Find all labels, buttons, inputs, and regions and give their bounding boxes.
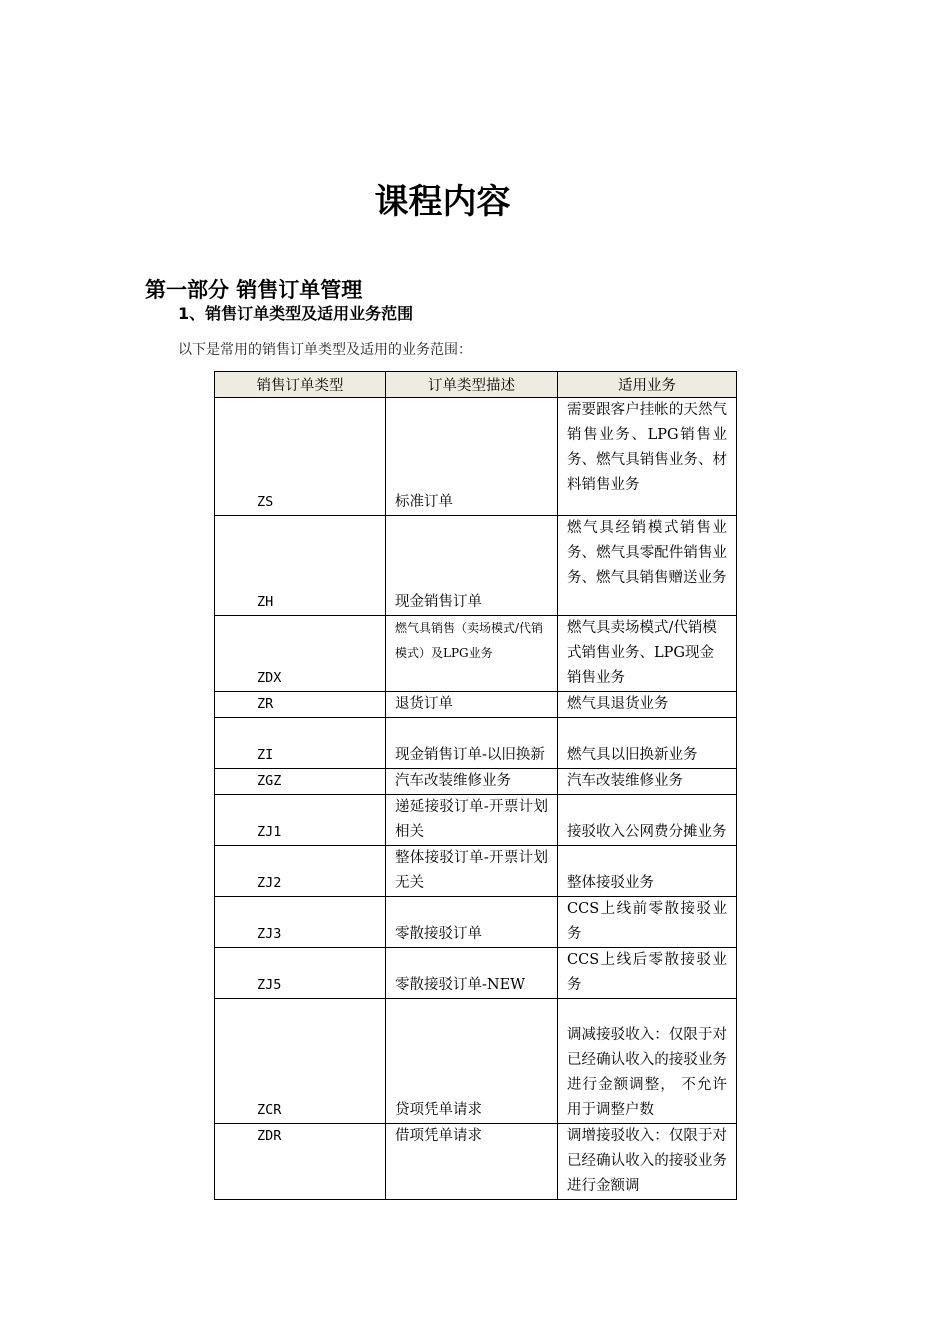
order-business: 调减接驳收入：仅限于对已经确认收入的接驳业务进行金额调整， 不允许用于调整户数 [558,999,737,1124]
table-header-row [215,372,737,398]
order-code: ZJ2 [215,846,386,897]
order-code: ZGZ [215,769,386,795]
order-description: 借项凭单请求 [386,1124,558,1200]
table-row [215,616,737,692]
order-code: ZI [215,718,386,769]
order-business: 汽车改装维修业务 [558,769,737,795]
order-business: 需要跟客户挂帐的天然气销售业务、LPG销售业务、燃气具销售业务、材料销售业务 [558,398,737,516]
table-row [215,398,737,516]
order-code: ZJ1 [215,795,386,846]
order-description: 燃气具销售（卖场模式/代销模式）及LPG业务 [386,616,558,692]
order-description: 现金销售订单-以旧换新 [386,718,558,769]
table-row [215,516,737,616]
table-row [215,692,737,718]
table-row [215,897,737,948]
order-description: 递延接驳订单-开票计划相关 [386,795,558,846]
order-description: 标准订单 [386,398,558,516]
page-title: 课程内容 [374,182,511,222]
order-code: ZS [215,398,386,516]
table-row [215,846,737,897]
header-business: 适用业务 [558,372,737,398]
header-description: 订单类型描述 [386,372,558,398]
table-row [215,948,737,999]
table-row [215,999,737,1124]
order-description: 汽车改装维修业务 [386,769,558,795]
order-code: ZDX [215,616,386,692]
order-description: 现金销售订单 [386,516,558,616]
order-business: 整体接驳业务 [558,846,737,897]
order-business: 燃气具卖场模式/代销模式销售业务、LPG现金销售业务 [558,616,737,692]
order-code: ZDR [215,1124,386,1200]
order-types-table [214,371,737,1200]
order-description: 贷项凭单请求 [386,999,558,1124]
order-code: ZR [215,692,386,718]
intro-text: 以下是常用的销售订单类型及适用的业务范围： [178,342,472,358]
table-row [215,1124,737,1200]
order-business: 调增接驳收入：仅限于对已经确认收入的接驳业务进行金额调 [558,1124,737,1200]
section-heading: 第一部分 销售订单管理 [145,278,363,302]
order-business: 燃气具经销模式销售业务、燃气具零配件销售业务、燃气具销售赠送业务 [558,516,737,616]
order-description: 退货订单 [386,692,558,718]
order-code: ZJ3 [215,897,386,948]
order-code: ZCR [215,999,386,1124]
order-business: 燃气具退货业务 [558,692,737,718]
order-business: 接驳收入公网费分摊业务 [558,795,737,846]
order-business: CCS上线前零散接驳业务 [558,897,737,948]
table-row [215,795,737,846]
order-business: 燃气具以旧换新业务 [558,718,737,769]
order-description: 零散接驳订单-NEW [386,948,558,999]
order-code: ZH [215,516,386,616]
order-code: ZJ5 [215,948,386,999]
order-business: CCS上线后零散接驳业务 [558,948,737,999]
order-description: 零散接驳订单 [386,897,558,948]
subsection-heading: 1、销售订单类型及适用业务范围 [178,304,414,323]
table-row [215,718,737,769]
table-row [215,769,737,795]
order-description: 整体接驳订单-开票计划无关 [386,846,558,897]
header-order-type: 销售订单类型 [215,372,386,398]
